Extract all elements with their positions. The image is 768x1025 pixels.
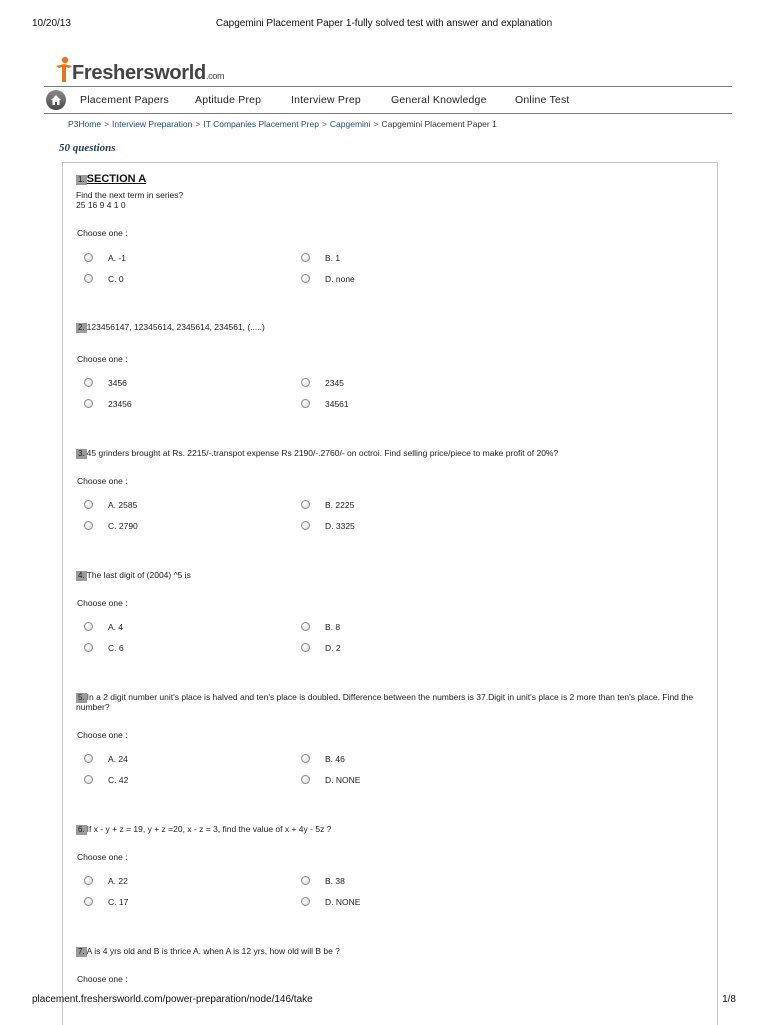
chevron-right-icon: >	[104, 119, 110, 129]
breadcrumb-current: Capgemini Placement Paper 1	[381, 119, 497, 129]
radio-button[interactable]	[301, 378, 310, 387]
option-label: B. 8	[325, 622, 341, 632]
radio-button[interactable]	[84, 274, 93, 283]
chevron-right-icon: >	[321, 119, 327, 129]
option-label: C. 17	[108, 897, 129, 907]
radio-button[interactable]	[301, 643, 310, 652]
question-text: The last digit of (2004) ^5 is	[86, 570, 191, 580]
print-date: 10/20/13	[32, 18, 71, 29]
question-3	[76, 448, 558, 459]
option-label: A. 4	[108, 622, 124, 632]
radio-button[interactable]	[301, 897, 310, 906]
quiz-panel	[62, 162, 718, 1025]
option-label: D. NONE	[325, 897, 361, 907]
radio-button[interactable]	[84, 622, 93, 631]
nav-placement-papers[interactable]: Placement Papers	[80, 94, 169, 106]
question-1-header	[76, 173, 146, 185]
question-count: 50 questions	[59, 142, 116, 154]
option-label: A. 22	[108, 876, 128, 886]
question-number: 5.	[78, 693, 85, 702]
question-text: 123456147, 12345614, 2345614, 234561, (.....)	[86, 322, 265, 332]
question-4	[76, 570, 191, 581]
option-label: 2345	[325, 378, 344, 388]
person-logo-icon	[52, 56, 74, 84]
nav-aptitude-prep[interactable]: Aptitude Prep	[195, 94, 262, 106]
choose-label: Choose one :	[77, 852, 128, 862]
logo-wordmark: Freshersworld.com	[72, 62, 225, 84]
option-label: A. 24	[108, 754, 128, 764]
radio-button[interactable]	[84, 521, 93, 530]
option-label: 23456	[108, 399, 132, 409]
choose-label: Choose one :	[77, 476, 128, 486]
question-text: 45 grinders brought at Rs. 2215/-.transpot expense Rs 2190/-.2760/- on octroi. Find selling price/piece to make profit of 20%?	[86, 448, 559, 458]
radio-button[interactable]	[301, 775, 310, 784]
radio-button[interactable]	[301, 253, 310, 262]
question-5	[76, 692, 693, 703]
option-label: A. -1	[108, 253, 126, 263]
option-label: C. 42	[108, 775, 129, 785]
radio-button[interactable]	[301, 521, 310, 530]
print-url: placement.freshersworld.com/power-preparation/node/146/take	[32, 994, 313, 1005]
question-1-text: Find the next term in series?	[76, 190, 184, 200]
nav-online-test[interactable]: Online Test	[515, 94, 570, 106]
breadcrumb	[68, 119, 497, 129]
option-label: B. 2225	[325, 500, 355, 510]
option-label: B. 38	[325, 876, 345, 886]
choose-label: Choose one :	[77, 354, 128, 364]
choose-label: Choose one :	[77, 730, 128, 740]
print-page-number: 1/8	[722, 994, 736, 1005]
radio-button[interactable]	[301, 274, 310, 283]
chevron-right-icon: >	[195, 119, 201, 129]
question-number: 6.	[78, 825, 85, 834]
option-label: D. NONE	[325, 775, 361, 785]
question-6	[76, 824, 331, 835]
option-label: C. 2790	[108, 521, 138, 531]
radio-button[interactable]	[84, 643, 93, 652]
option-label: B. 46	[325, 754, 345, 764]
radio-button[interactable]	[301, 754, 310, 763]
option-label: C. 0	[108, 274, 124, 284]
question-number: 3.	[78, 449, 85, 458]
option-label: A. 2585	[108, 500, 138, 510]
question-number: 2.	[78, 323, 85, 332]
radio-button[interactable]	[301, 399, 310, 408]
main-nav	[44, 86, 732, 114]
question-2	[76, 322, 265, 333]
option-label: D. 3325	[325, 521, 355, 531]
question-text: If x - y + z = 19, y + z =20, x - z = 3, find the value of x + 4y - 5z ?	[86, 824, 332, 834]
breadcrumb-home[interactable]: P3Home	[68, 119, 102, 129]
radio-button[interactable]	[84, 378, 93, 387]
print-footer	[32, 994, 736, 1008]
question-text: A is 4 yrs old and B is thrice A. when A is 12 yrs, how old will B be ?	[86, 946, 340, 956]
choose-label: Choose one :	[77, 598, 128, 608]
radio-button[interactable]	[301, 622, 310, 631]
chevron-right-icon: >	[373, 119, 379, 129]
option-label: B. 1	[325, 253, 341, 263]
print-header	[32, 18, 736, 32]
option-label: C. 6	[108, 643, 124, 653]
home-button[interactable]	[46, 90, 66, 110]
radio-button[interactable]	[84, 253, 93, 262]
radio-button[interactable]	[84, 897, 93, 906]
choose-label: Choose one :	[77, 974, 128, 984]
option-label: 34561	[325, 399, 349, 409]
nav-interview-prep[interactable]: Interview Prep	[291, 94, 361, 106]
radio-button[interactable]	[84, 876, 93, 885]
radio-button[interactable]	[301, 876, 310, 885]
question-7	[76, 946, 340, 957]
question-number: 1.	[78, 175, 85, 184]
question-number: 7.	[78, 947, 85, 956]
breadcrumb-capgemini[interactable]: Capgemini	[329, 119, 371, 129]
radio-button[interactable]	[84, 399, 93, 408]
option-label: D. 2	[325, 643, 341, 653]
option-label: 3456	[108, 378, 127, 388]
breadcrumb-interview-preparation[interactable]: Interview Preparation	[112, 119, 193, 129]
option-label: D. none	[325, 274, 355, 284]
section-title: SECTION A	[86, 173, 147, 185]
home-icon	[50, 94, 62, 106]
nav-general-knowledge[interactable]: General Knowledge	[391, 94, 487, 106]
radio-button[interactable]	[84, 754, 93, 763]
question-number: 4.	[78, 571, 85, 580]
choose-label: Choose one :	[77, 228, 128, 238]
radio-button[interactable]	[84, 775, 93, 784]
print-page-title: Capgemini Placement Paper 1-fully solved test with answer and explanation	[215, 18, 553, 29]
question-text: In a 2 digit number unit's place is halved and ten's place is doubled. Difference between the numbers is 37.Digit in unit's place is 2 more than ten's place. Find the	[86, 692, 694, 702]
question-5-text-continued: number?	[76, 702, 110, 712]
radio-button[interactable]	[301, 500, 310, 509]
radio-button[interactable]	[84, 500, 93, 509]
question-1-series: 25 16 9 4 1 0	[76, 200, 126, 210]
breadcrumb-it-companies[interactable]: IT Companies Placement Prep	[203, 119, 319, 129]
